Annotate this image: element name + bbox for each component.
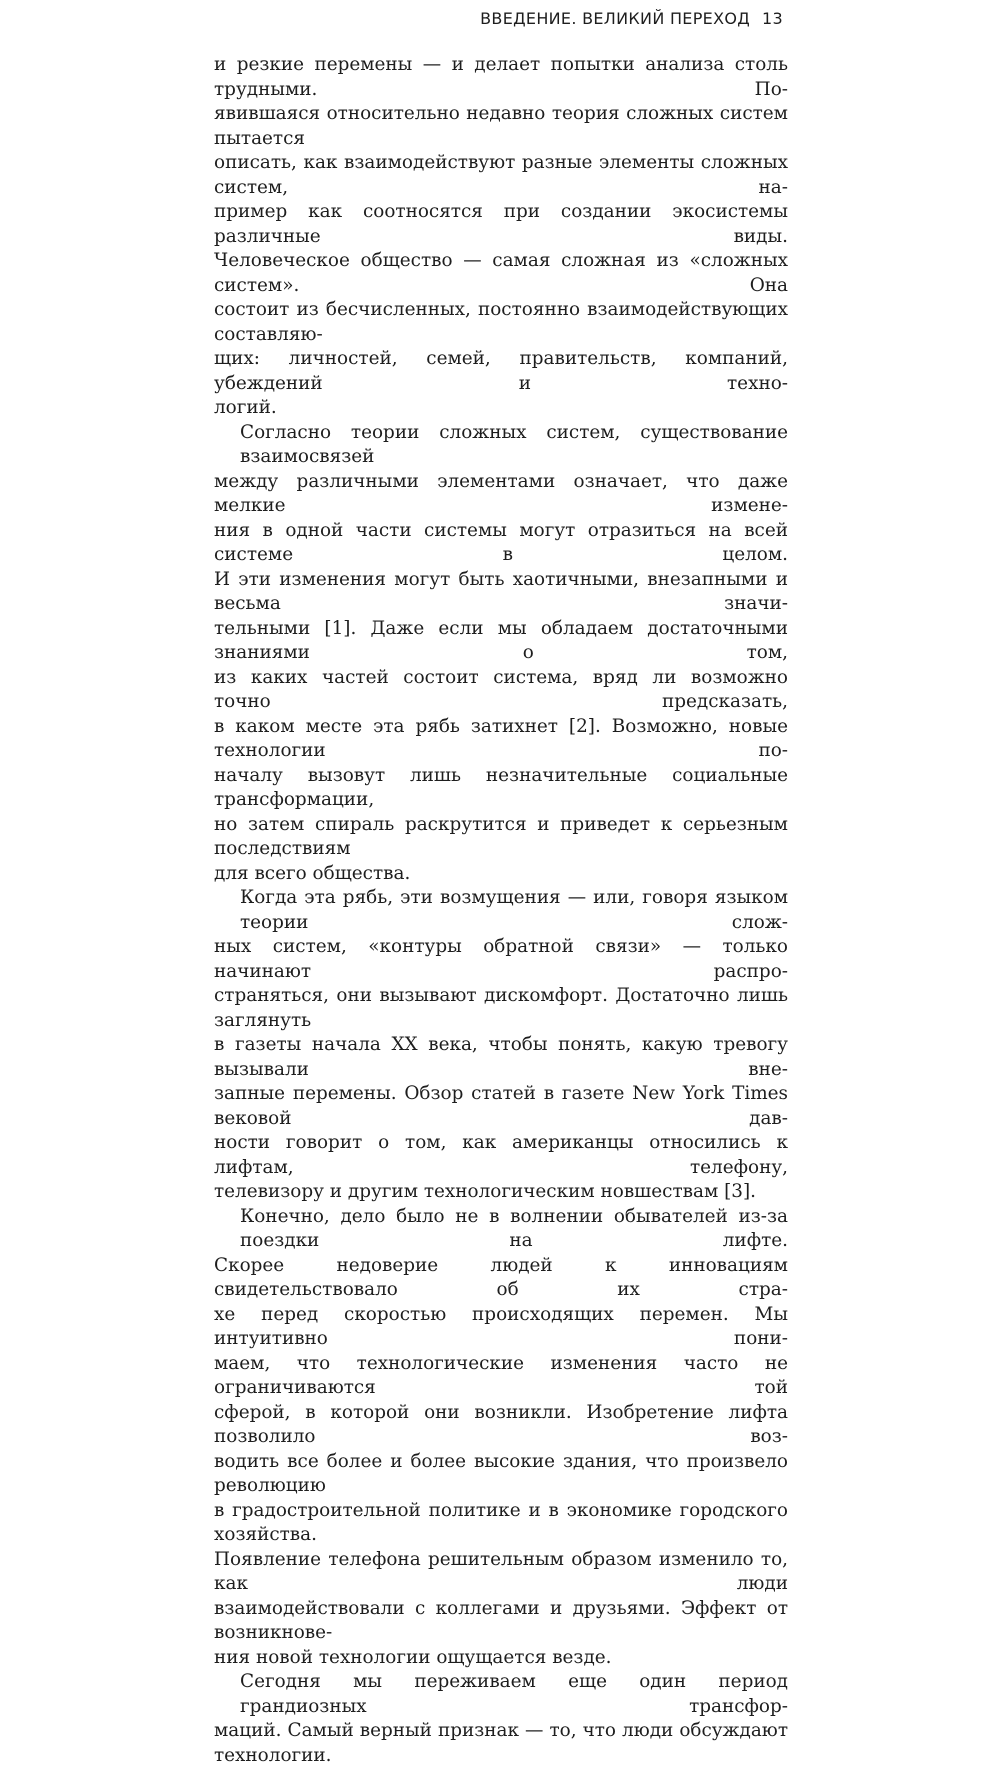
text-line: между различными элементами означает, что даже мелкие измене- xyxy=(214,470,788,516)
text-line: тельными [1]. Даже если мы обладаем достаточными знаниями о том, xyxy=(214,617,788,663)
text-line: ных систем, «контуры обратной связи» — только начинают распро- xyxy=(214,936,788,982)
text-line: Человеческое общество — самая сложная из «сложных систем». Она xyxy=(214,250,788,296)
text-line: ния новой технологии ощущается везде. xyxy=(214,1646,612,1668)
text-line: Появление телефона решительным образом изменило то, как люди xyxy=(214,1548,788,1594)
text-line: пример как соотносятся при создании экосистемы различные виды. xyxy=(214,201,788,247)
text-line: запные перемены. Обзор статей в газете New York Times вековой дав- xyxy=(214,1083,788,1129)
text-line: из каких частей состоит система, вряд ли возможно точно предсказать, xyxy=(214,666,788,712)
text-line: состоит из бесчисленных, постоянно взаимодействующих составляю- xyxy=(214,299,788,345)
text-line: Конечно, дело было не в волнении обывателей из-за поездки на лифте. xyxy=(240,1205,788,1251)
text-line: для всего общества. xyxy=(214,862,411,884)
text-line: логий. xyxy=(214,397,277,418)
text-line: и резкие перемены — и делает попытки анализа столь трудными. По- xyxy=(214,54,788,100)
text-line: описать, как взаимодействуют разные элементы сложных систем, на- xyxy=(214,152,788,198)
text-line: водить все более и более высокие здания, что произвело революцию xyxy=(214,1450,788,1496)
body-text xyxy=(214,53,788,1768)
text-line: Сегодня мы переживаем еще один период грандиозных трансфор- xyxy=(240,1671,788,1717)
text-line: маем, что технологические изменения часто не ограничиваются той xyxy=(214,1352,788,1398)
text-line: телевизору и другим технологическим новшествам [3]. xyxy=(214,1181,756,1202)
text-line: Согласно теории сложных систем, существование взаимосвязей xyxy=(240,421,788,467)
running-head xyxy=(480,9,783,28)
section-title: ВВЕДЕНИЕ. ВЕЛИКИЙ ПЕРЕХОД xyxy=(480,9,751,28)
text-line: Когда эта рябь, эти возмущения — или, говоря языком теории слож- xyxy=(240,887,788,933)
text-line: хе перед скоростью происходящих перемен. Мы интуитивно пони- xyxy=(214,1303,788,1349)
text-line: Скорее недоверие людей к инновациям свидетельствовало об их стра- xyxy=(214,1254,788,1300)
text-line: в каком месте эта рябь затихнет [2]. Возможно, новые технологии по- xyxy=(214,715,788,761)
text-line: началу вызовут лишь незначительные социальные трансформации, xyxy=(214,764,788,810)
text-line: И эти изменения могут быть хаотичными, внезапными и весьма значи- xyxy=(214,568,788,614)
text-line: ности говорит о том, как американцы относились к лифтам, телефону, xyxy=(214,1132,788,1178)
text-line: в градостроительной политике и в экономике городского хозяйства. xyxy=(214,1499,788,1545)
text-line: маций. Самый верный признак — то, что люди обсуждают технологии. xyxy=(214,1720,788,1766)
text-line: сферой, в которой они возникли. Изобретение лифта позволило воз- xyxy=(214,1401,788,1447)
text-line: страняться, они вызывают дискомфорт. Достаточно лишь заглянуть xyxy=(214,985,788,1031)
text-line: щих: личностей, семей, правительств, компаний, убеждений и техно- xyxy=(214,348,788,394)
text-line: ния в одной части системы могут отразиться на всей системе в целом. xyxy=(214,519,788,565)
text-line: но затем спираль раскрутится и приведет к серьезным последствиям xyxy=(214,813,788,859)
text-line: взаимодействовали с коллегами и друзьями. Эффект от возникнове- xyxy=(214,1597,788,1643)
text-line: в газеты начала XX века, чтобы понять, какую тревогу вызывали вне- xyxy=(214,1034,788,1080)
text-line: явившаяся относительно недавно теория сложных систем пытается xyxy=(214,103,788,149)
page-number: 13 xyxy=(762,9,783,28)
